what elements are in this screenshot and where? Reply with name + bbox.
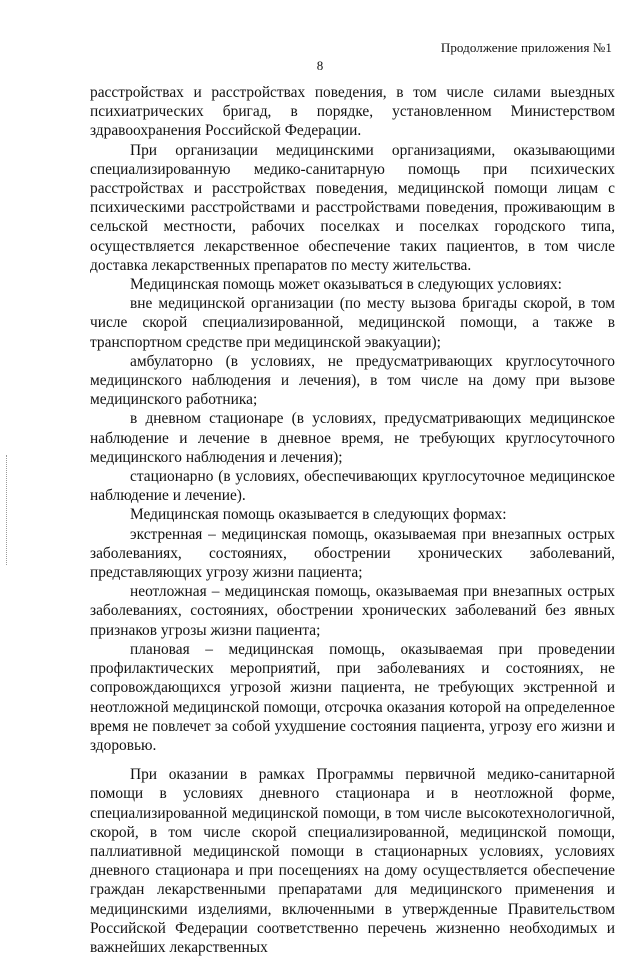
paragraph: Медицинская помощь может оказываться в следующих условиях: <box>130 276 562 294</box>
list-item: экстренная – медицинская помощь, оказываемая при внезапных острых заболеваниях, состояниях, обострении хронических заболеваний, представляющих угрозу жизни пациента; <box>90 525 615 582</box>
margin-mark <box>6 455 8 565</box>
list-item: вне медицинской организации (по месту вызова бригады скорой, в том числе скорой специализированной, медицинской помощи, а также в транспортном средстве при медицинской эвакуации); <box>90 295 615 351</box>
list-item: в дневном стационаре (в условиях, предусматривающих медицинское наблюдение и лечение в дневное время, не требующих круглосуточного медицинского наблюдения и лечения); <box>90 410 615 466</box>
list-item: стационарно (в условиях, обеспечивающих круглосуточное медицинское наблюдение и лечение). <box>90 468 615 505</box>
paragraph: Медицинская помощь оказывается в следующих формах: <box>130 506 507 524</box>
paragraph: При организации медицинскими организациями, оказывающими специализированную медико-санитарную помощь при психических расстройствах и расстройствах поведения, медицинской помощи лицам с психическими расстройствами и расстройствами поведения, проживающим в сельской местности, рабочих поселках и поселках городского типа, осуществляется лекарственное обеспечение таких пациентов, в том числе доставка лекарственных препаратов по месту жительства. <box>90 141 615 274</box>
paragraph: расстройствах и расстройствах поведения, в том числе силами выездных психиатрических бригад, в порядке, установленном Министерством здравоохранения Российской Федерации. <box>90 84 615 140</box>
list-item: плановая – медицинская помощь, оказываемая при проведении профилактических мероприятий, при заболеваниях и состояниях, не сопровождающихся угрозой жизни пациента, не требующих экстренной и неотложной медицинской помощи, отсрочка оказания которой на определенное время не повлечет за собой ухудшение состояния пациента, угрозу его жизни и здоровью. <box>90 640 615 754</box>
paragraph: При оказании в рамках Программы первичной медико-санитарной помощи в условиях дневного стационара и в неотложной форме, специализированной медицинской помощи, в том числе высокотехнологичной, скорой, в том числе скорой специализированной, медицинской помощи, паллиативной медицинской помощи в стационарных условиях, условиях дневного стационара и при посещениях на дому осуществляется обеспечение граждан лекарственными препаратами для медицинского применения и медицинскими изделиями, включенными в утвержденные Правительством Российской Федерации соответственно перечень жизненно необходимых и важнейших лекарственных <box>90 766 615 956</box>
list-item: неотложная – медицинская помощь, оказываемая при внезапных острых заболеваниях, состояниях, обострении хронических заболеваний без явных признаков угрозы жизни пациента; <box>90 583 615 639</box>
document-body <box>90 83 615 957</box>
list-item: амбулаторно (в условиях, не предусматривающих круглосуточного медицинского наблюдения и лечения), в том числе на дому при вызове медицинского работника; <box>90 352 615 409</box>
continuation-header: Продолжение приложения №1 <box>440 40 612 55</box>
page-number: 8 <box>316 58 324 73</box>
